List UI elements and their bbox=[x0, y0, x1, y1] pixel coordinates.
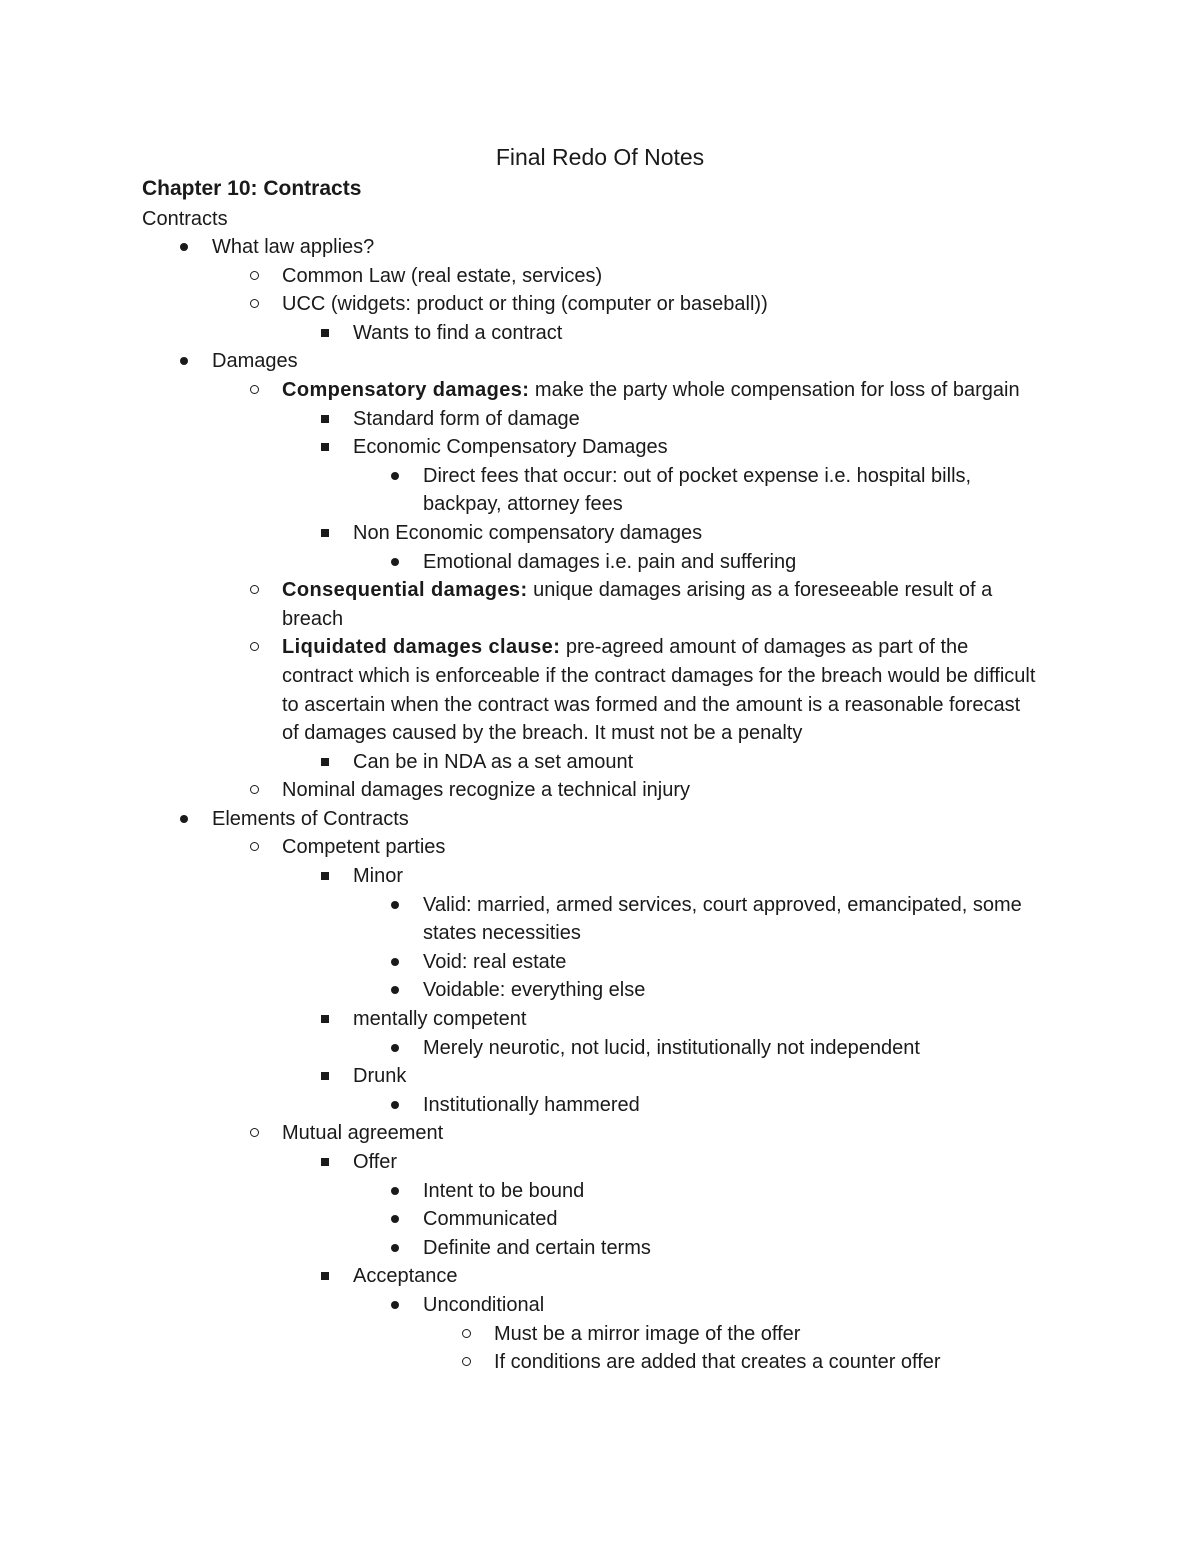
outline-item-text bbox=[353, 1148, 1043, 1177]
bullet-circle-icon bbox=[462, 1329, 471, 1338]
outline-item bbox=[212, 347, 1042, 376]
outline-item bbox=[353, 1005, 1043, 1034]
defined-term: Consequential damages: bbox=[282, 579, 528, 602]
outline-item-body: Institutionally hammered bbox=[423, 1093, 640, 1116]
outline-item bbox=[353, 519, 1043, 548]
outline-item-text bbox=[353, 1005, 1043, 1034]
outline-item-text bbox=[494, 1320, 1044, 1349]
outline-item-text bbox=[282, 1119, 1042, 1148]
outline-item-body: Non Economic compensatory damages bbox=[353, 521, 703, 544]
outline-item-text bbox=[282, 833, 1042, 862]
outline-item bbox=[423, 462, 1043, 519]
outline-item-text bbox=[282, 776, 1042, 805]
outline-item-body: Competent parties bbox=[282, 836, 446, 859]
outline-item-body: unique damages arising as a foreseeable result of a breach bbox=[282, 579, 993, 630]
outline-item-body: Emotional damages i.e. pain and suffering bbox=[423, 550, 797, 573]
outline-item-body: Mutual agreement bbox=[282, 1122, 444, 1145]
outline-item-text bbox=[282, 290, 1042, 319]
bullet-dot-icon bbox=[391, 1187, 399, 1195]
outline-item bbox=[353, 748, 1043, 777]
bullet-square-icon bbox=[321, 1158, 329, 1166]
outline-item-body: Direct fees that occur: out of pocket expense i.e. hospital bills, backpay, attorney fees bbox=[423, 464, 972, 516]
outline-item-body: Can be in NDA as a set amount bbox=[353, 750, 634, 773]
outline-item bbox=[282, 290, 1042, 319]
bullet-circle-icon bbox=[250, 299, 259, 308]
outline-item-text bbox=[423, 976, 1043, 1005]
outline-item bbox=[494, 1320, 1044, 1349]
outline-item-text bbox=[423, 548, 1043, 577]
outline-item-text bbox=[353, 862, 1043, 891]
notes-outline bbox=[0, 233, 1200, 1377]
bullet-dot-icon bbox=[180, 357, 188, 365]
outline-item-body: Must be a mirror image of the offer bbox=[494, 1322, 801, 1345]
outline-item bbox=[423, 1034, 1043, 1063]
bullet-circle-icon bbox=[250, 585, 259, 594]
outline-item-text bbox=[353, 433, 1043, 462]
bullet-square-icon bbox=[321, 758, 329, 766]
outline-item-text bbox=[212, 347, 1042, 376]
outline-item bbox=[423, 548, 1043, 577]
outline-item bbox=[353, 319, 1043, 348]
bullet-square-icon bbox=[321, 1015, 329, 1023]
outline-item-text bbox=[423, 1034, 1043, 1063]
outline-item bbox=[423, 1291, 1043, 1320]
bullet-circle-icon bbox=[250, 642, 259, 651]
outline-item bbox=[282, 576, 1042, 633]
outline-item bbox=[353, 405, 1043, 434]
outline-item bbox=[282, 833, 1042, 862]
outline-item-text bbox=[494, 1348, 1044, 1377]
outline-item-body: Wants to find a contract bbox=[353, 321, 563, 344]
outline-item bbox=[282, 262, 1042, 291]
bullet-dot-icon bbox=[391, 958, 399, 966]
bullet-dot-icon bbox=[391, 1044, 399, 1052]
outline-item bbox=[282, 376, 1042, 405]
outline-item bbox=[423, 948, 1043, 977]
bullet-square-icon bbox=[321, 1072, 329, 1080]
outline-item-text bbox=[353, 319, 1043, 348]
outline-item bbox=[423, 1205, 1043, 1234]
outline-item-text bbox=[282, 633, 1042, 747]
bullet-square-icon bbox=[321, 1272, 329, 1280]
bullet-dot-icon bbox=[391, 1215, 399, 1223]
outline-item-text bbox=[282, 576, 1042, 633]
outline-item bbox=[423, 891, 1043, 948]
outline-item-body: Unconditional bbox=[423, 1293, 545, 1316]
bullet-dot-icon bbox=[391, 558, 399, 566]
outline-item-text bbox=[353, 1262, 1043, 1291]
outline-item-body: Elements of Contracts bbox=[212, 807, 409, 830]
outline-item bbox=[353, 1148, 1043, 1177]
outline-item-body: Communicated bbox=[423, 1208, 558, 1231]
outline-item-body: Drunk bbox=[353, 1065, 407, 1088]
outline-item-body: Intent to be bound bbox=[423, 1179, 585, 1202]
bullet-dot-icon bbox=[391, 472, 399, 480]
outline-item bbox=[212, 233, 1042, 262]
outline-item-body: Damages bbox=[212, 350, 298, 373]
bullet-circle-icon bbox=[250, 1128, 259, 1137]
outline-item-body: make the party whole compensation for loss of bargain bbox=[529, 378, 1020, 401]
bullet-square-icon bbox=[321, 529, 329, 537]
bullet-circle-icon bbox=[250, 842, 259, 851]
bullet-square-icon bbox=[321, 443, 329, 451]
bullet-circle-icon bbox=[250, 271, 259, 280]
outline-item-body: Standard form of damage bbox=[353, 407, 580, 430]
bullet-circle-icon bbox=[462, 1357, 471, 1366]
outline-item-body: UCC (widgets: product or thing (computer or baseball)) bbox=[282, 293, 768, 316]
outline-item bbox=[423, 1177, 1043, 1206]
bullet-dot-icon bbox=[391, 901, 399, 909]
outline-item-text bbox=[353, 405, 1043, 434]
document-title: Final Redo Of Notes bbox=[495, 144, 705, 170]
bullet-dot-icon bbox=[391, 986, 399, 994]
chapter-heading: Chapter 10: Contracts bbox=[142, 177, 362, 200]
outline-item-text bbox=[282, 376, 1042, 405]
bullet-dot-icon bbox=[180, 815, 188, 823]
section-label: Contracts bbox=[142, 208, 228, 230]
outline-item-text bbox=[423, 948, 1043, 977]
outline-item-text bbox=[423, 462, 1043, 519]
bullet-dot-icon bbox=[391, 1301, 399, 1309]
bullet-dot-icon bbox=[180, 243, 188, 251]
bullet-circle-icon bbox=[250, 785, 259, 794]
outline-item bbox=[282, 1119, 1042, 1148]
outline-item bbox=[353, 1062, 1043, 1091]
outline-item bbox=[423, 1091, 1043, 1120]
outline-item-body: Minor bbox=[353, 865, 404, 888]
outline-item-body: Acceptance bbox=[353, 1265, 458, 1288]
outline-item bbox=[282, 633, 1042, 747]
outline-item-text bbox=[282, 262, 1042, 291]
outline-item bbox=[212, 805, 1042, 834]
outline-item bbox=[423, 1234, 1043, 1263]
defined-term: Liquidated damages clause: bbox=[282, 636, 561, 659]
outline-item bbox=[353, 862, 1043, 891]
bullet-square-icon bbox=[321, 415, 329, 423]
outline-item-text bbox=[423, 1177, 1043, 1206]
outline-item-body: mentally competent bbox=[353, 1008, 527, 1031]
outline-item-text bbox=[212, 233, 1042, 262]
outline-item-text bbox=[353, 1062, 1043, 1091]
outline-item-text bbox=[212, 805, 1042, 834]
outline-item-text bbox=[423, 1205, 1043, 1234]
outline-item-body: pre-agreed amount of damages as part of the contract which is enforceable if the contract damages for the breach would be difficult to ascertain when the contract was formed and the amount is a reasonable forecast of damages caused by the breach. It must not be a penalty bbox=[282, 636, 1036, 745]
outline-item-text bbox=[423, 1091, 1043, 1120]
outline-item-body: Common Law (real estate, services) bbox=[282, 264, 603, 287]
outline-item bbox=[353, 433, 1043, 462]
bullet-square-icon bbox=[321, 872, 329, 880]
outline-item-text bbox=[353, 519, 1043, 548]
outline-item-body: Definite and certain terms bbox=[423, 1236, 651, 1259]
outline-item-text bbox=[423, 1291, 1043, 1320]
outline-item-text bbox=[353, 748, 1043, 777]
bullet-square-icon bbox=[321, 329, 329, 337]
outline-item-body: Merely neurotic, not lucid, institutionally not independent bbox=[423, 1036, 920, 1059]
outline-item-body: Valid: married, armed services, court approved, emancipated, some states necessities bbox=[423, 893, 1022, 945]
outline-item-body: Voidable: everything else bbox=[423, 979, 646, 1002]
outline-item-text bbox=[423, 1234, 1043, 1263]
outline-item-body: What law applies? bbox=[212, 236, 375, 258]
outline-item-body: If conditions are added that creates a counter offer bbox=[494, 1351, 941, 1374]
outline-item bbox=[494, 1348, 1044, 1377]
outline-item bbox=[282, 776, 1042, 805]
outline-item bbox=[423, 976, 1043, 1005]
outline-item bbox=[353, 1262, 1043, 1291]
defined-term: Compensatory damages: bbox=[282, 378, 530, 401]
outline-item-text bbox=[423, 891, 1043, 948]
outline-item-body: Void: real estate bbox=[423, 950, 567, 973]
bullet-dot-icon bbox=[391, 1101, 399, 1109]
outline-item-body: Offer bbox=[353, 1151, 398, 1173]
outline-item-body: Economic Compensatory Damages bbox=[353, 436, 668, 459]
bullet-circle-icon bbox=[250, 385, 259, 394]
bullet-dot-icon bbox=[391, 1244, 399, 1252]
outline-item-body: Nominal damages recognize a technical injury bbox=[282, 779, 690, 802]
